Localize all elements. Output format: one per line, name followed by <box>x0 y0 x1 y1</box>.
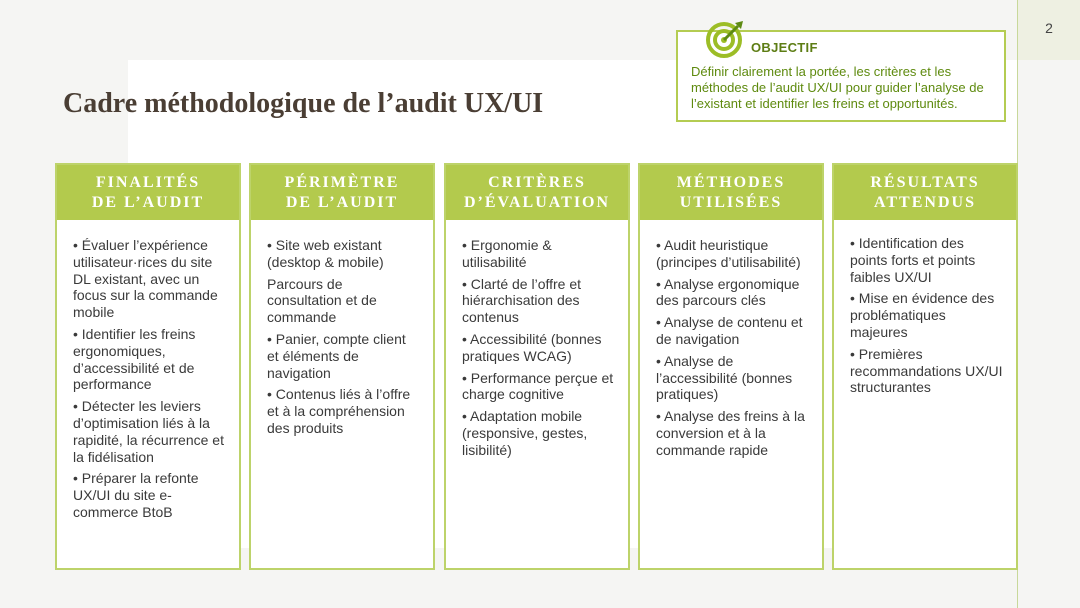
column-body <box>834 220 1016 396</box>
list-item: • Panier, compte client et éléments de navigation <box>267 330 406 381</box>
list-item: • Performance perçue et charge cognitive <box>462 369 614 403</box>
column-heading <box>57 165 239 220</box>
list-item: • Évaluer l’expérience utilisateur·rices du site DL existant, avec un focus sur la commande mobile <box>73 237 218 321</box>
list-item: • Analyse de l’accessibilité (bonnes pratiques) <box>656 352 793 403</box>
list-item: • Premières recommandations UX/UI structurantes <box>850 345 1003 396</box>
column-heading-line: DE L’AUDIT <box>91 193 205 211</box>
column-heading-line: UTILISÉES <box>679 193 783 211</box>
column-heading-line: D’ÉVALUATION <box>463 193 611 211</box>
column-criteres <box>444 163 630 570</box>
column-heading-line: DE L’AUDIT <box>285 193 399 211</box>
objective-label: OBJECTIF <box>751 40 818 55</box>
page-number: 2 <box>1045 20 1053 36</box>
column-heading-line: MÉTHODES <box>676 173 786 191</box>
list-item: • Adaptation mobile (responsive, gestes, lisibilité) <box>462 408 588 458</box>
column-resultats <box>832 163 1018 570</box>
page-title: Cadre méthodologique de l’audit UX/UI <box>63 88 544 119</box>
list-item: • Analyse de contenu et de navigation <box>656 314 803 347</box>
column-heading <box>251 165 433 220</box>
list-item: • Contenus liés à l’offre et à la compréhension des produits <box>267 386 411 436</box>
objective-text: Définir clairement la portée, les critères et les méthodes de l’audit UX/UI pour guider l’analyse de l’existant et identifier les freins et opportunités. <box>691 64 984 111</box>
column-body <box>446 220 628 459</box>
list-item: • Audit heuristique (principes d’utilisabilité) <box>656 237 801 270</box>
target-icon <box>705 19 745 59</box>
column-methodes <box>638 163 824 570</box>
list-item: • Clarté de l’offre et hiérarchisation des contenus <box>462 275 582 326</box>
column-heading-line: CRITÈRES <box>488 173 586 191</box>
list-item: • Ergonomie & utilisabilité <box>462 237 552 270</box>
list-item: • Analyse des freins à la conversion et à la commande rapide <box>656 408 805 458</box>
column-body <box>640 220 822 459</box>
list-item: • Site web existant (desktop & mobile) <box>267 237 384 270</box>
column-perimetre <box>249 163 435 570</box>
column-heading-line: RÉSULTATS <box>870 173 980 191</box>
list-item: • Préparer la refonte UX/UI du site e-commerce BtoB <box>73 470 199 520</box>
column-heading <box>640 165 822 220</box>
list-item: • Identification des points forts et points faibles UX/UI <box>850 235 976 285</box>
column-finalites <box>55 163 241 570</box>
list-item: • Détecter les leviers d’optimisation liés à la rapidité, la récurrence et la fidélisation <box>73 398 224 465</box>
column-body <box>251 220 433 437</box>
column-heading <box>446 165 628 220</box>
column-heading <box>834 165 1016 220</box>
list-item: • Analyse ergonomique des parcours clés <box>656 275 800 309</box>
list-item: • Identifier les freins ergonomiques, d’accessibilité et de performance <box>73 325 196 393</box>
list-item: • Accessibilité (bonnes pratiques WCAG) <box>462 330 602 364</box>
list-item: Parcours de consultation et de commande <box>267 275 377 326</box>
column-heading-line: FINALITÉS <box>95 173 201 191</box>
column-heading-line: PÉRIMÈTRE <box>284 173 400 191</box>
list-item: • Mise en évidence des problématiques majeures <box>850 290 995 340</box>
column-body <box>57 220 239 521</box>
column-heading-line: ATTENDUS <box>874 193 976 211</box>
